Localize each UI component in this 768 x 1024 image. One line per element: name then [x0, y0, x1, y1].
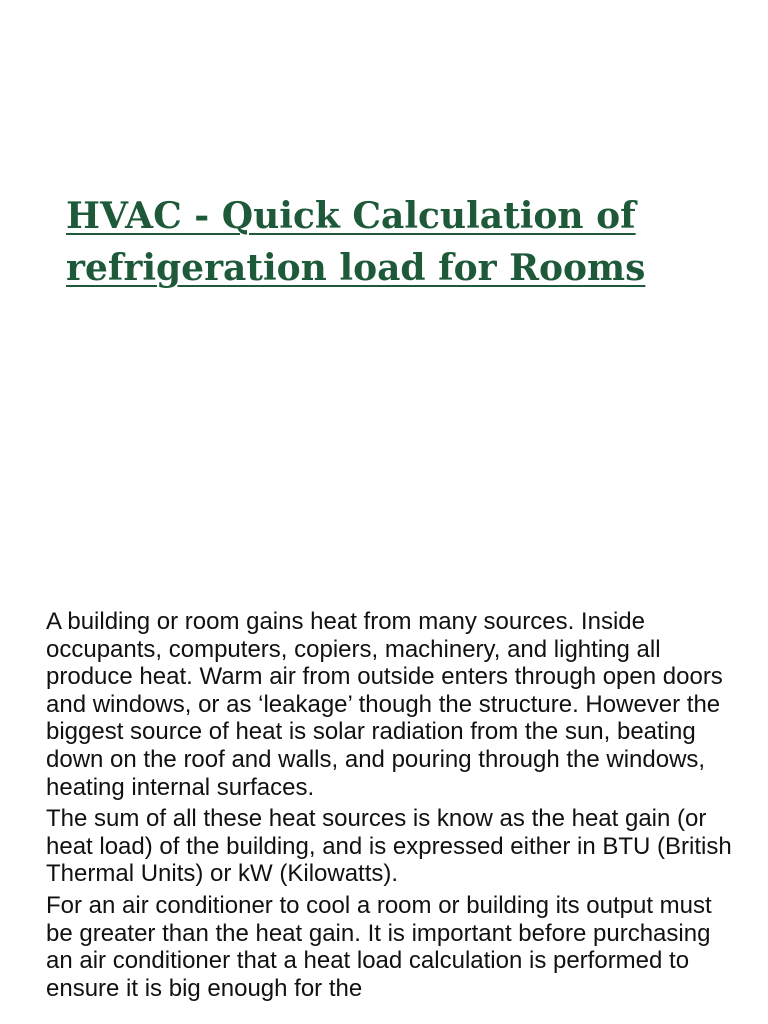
slide-title [66, 190, 746, 294]
slide-title-line-2: refrigeration load for Rooms [66, 247, 646, 289]
body-paragraph-2: The sum of all these heat sources is know as the heat gain (or heat load) of the building, and is expressed either in BTU (British Thermal Units) or kW (Kilowatts). [46, 805, 732, 888]
body-paragraph-1: A building or room gains heat from many sources. Inside occupants, computers, copiers, machinery, and lighting all produce heat. Warm air from outside enters through open doors and windows, or as ‘leakage’ though the structure. However the biggest source of heat is solar radiation from the sun, beating down on the roof and walls, and pouring through the windows, heating internal surfaces. [46, 608, 723, 801]
slide-title-line-1: HVAC - Quick Calculation of [66, 195, 636, 237]
slide-body [46, 608, 736, 1006]
body-paragraph-3: For an air conditioner to cool a room or building its output must be greater than the heat gain. It is important before purchasing an air conditioner that a heat load calculation is performed to ensure it is big enough for the [46, 891, 712, 1002]
